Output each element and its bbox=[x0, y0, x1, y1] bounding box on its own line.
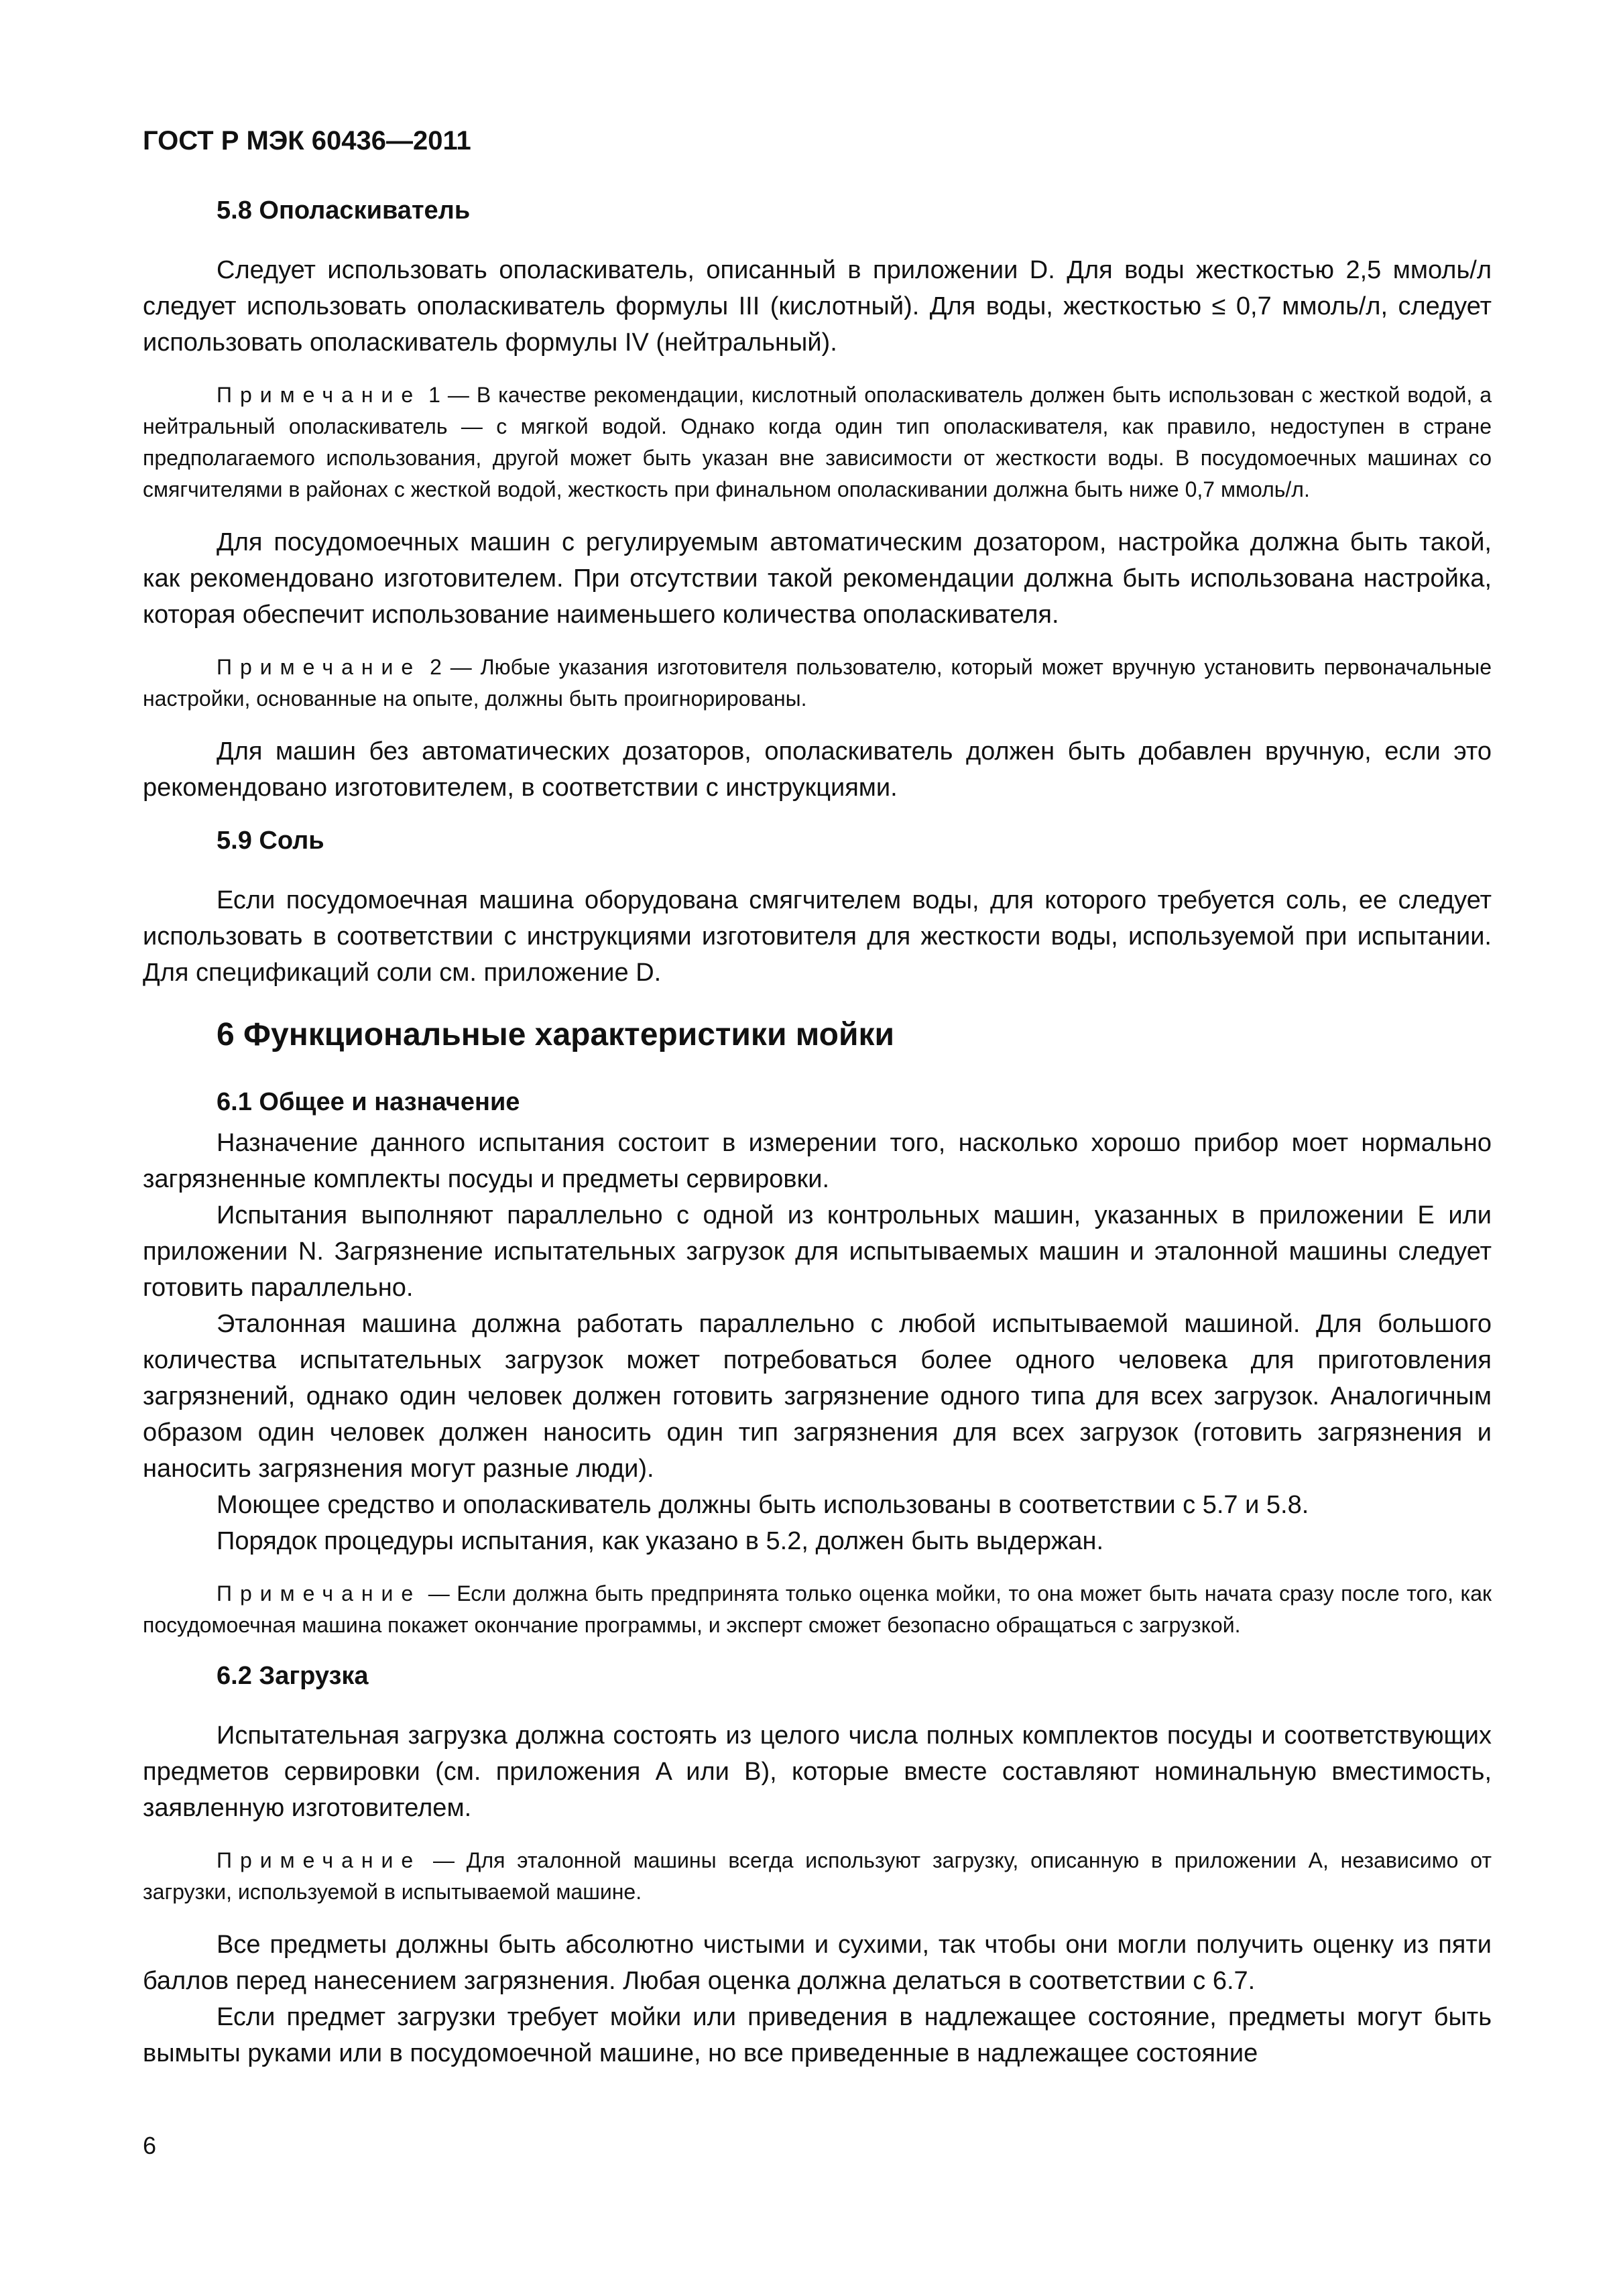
section-6-2-paragraph-3: Если предмет загрузки требует мойки или приведения в надлежащее состояние, предметы могут быть вымыты руками или в посудомоечной машине, но все приведенные в надлежащее состояние bbox=[143, 2003, 1492, 2067]
section-5-8-note-1 bbox=[143, 379, 1492, 505]
section-6-1-paragraph-4: Моющее средство и ополаскиватель должны быть использованы в соответствии с 5.7 и 5.8. bbox=[217, 1491, 1309, 1519]
note-text: 2 — Любые указания изготовителя пользователю, который может вручную установить первоначальные настройки, основанные на опыте, должны быть проигнорированы. bbox=[143, 655, 1492, 711]
section-5-9-heading: 5.9 Соль bbox=[217, 827, 324, 855]
section-6-1-paragraph-1: Назначение данного испытания состоит в измерении того, насколько хорошо прибор моет нормально загрязненные комплекты посуды и предметы сервировки. bbox=[143, 1129, 1492, 1193]
section-6-1-note bbox=[143, 1578, 1492, 1641]
note-label: Примечание bbox=[217, 655, 422, 679]
section-5-8-note-2 bbox=[143, 652, 1492, 715]
standard-code: ГОСТ Р МЭК 60436—2011 bbox=[143, 126, 471, 156]
note-label: Примечание bbox=[217, 1581, 422, 1606]
note-text: — Если должна быть предпринята только оценка мойки, то она может быть начата сразу после того, как посудомоечная машина покажет окончание программы, и эксперт сможет безопасно обращаться с загрузкой. bbox=[143, 1581, 1492, 1637]
note-label: Примечание bbox=[217, 383, 422, 407]
section-6-1-paragraph-2: Испытания выполняют параллельно с одной из контрольных машин, указанных в приложении E или приложении N. Загрязнение испытательных загрузок для испытываемых машин и эталонной машины следует готовить параллельно. bbox=[143, 1201, 1492, 1302]
page-content bbox=[143, 194, 1492, 2071]
section-6-2-paragraph-2: Все предметы должны быть абсолютно чистыми и сухими, так чтобы они могли получить оценку из пяти баллов перед нанесением загрязнения. Любая оценка должна делаться в соответствии с 6.7. bbox=[143, 1931, 1492, 1995]
section-5-8-paragraph-2: Для посудомоечных машин с регулируемым автоматическим дозатором, настройка должна быть такой, как рекомендовано изготовителем. При отсутствии такой рекомендации должна быть использована настройка, которая обеспечит использование наименьшего количества ополаскивателя. bbox=[143, 528, 1492, 629]
section-5-8-paragraph-1: Следует использовать ополаскиватель, описанный в приложении D. Для воды жесткостью 2,5 ммоль/л следует использовать ополаскиватель формулы III (кислотный). Для воды, жесткостью ≤ 0,7 ммоль/л, следует использовать ополаскиватель формулы IV (нейтральный). bbox=[143, 256, 1492, 357]
section-6-1-paragraph-5: Порядок процедуры испытания, как указано в 5.2, должен быть выдержан. bbox=[217, 1527, 1104, 1555]
section-5-9-paragraph-1: Если посудомоечная машина оборудована смягчителем воды, для которого требуется соль, ее следует использовать в соответствии с инструкциями изготовителя для жесткости воды, используемой при испытании. Для спецификаций соли см. приложение D. bbox=[143, 886, 1492, 987]
note-label: Примечание bbox=[217, 1848, 422, 1872]
note-text: — Для эталонной машины всегда используют загрузку, описанную в приложении А, независимо от загрузки, используемой в испытываемой машине. bbox=[143, 1848, 1492, 1904]
section-6-1-heading: 6.1 Общее и назначение bbox=[217, 1088, 520, 1116]
section-6-heading: 6 Функциональные характеристики мойки bbox=[217, 1017, 895, 1052]
section-5-8-paragraph-3: Для машин без автоматических дозаторов, ополаскиватель должен быть добавлен вручную, если это рекомендовано изготовителем, в соответствии с инструкциями. bbox=[143, 737, 1492, 802]
page-number: 6 bbox=[143, 2132, 157, 2159]
section-5-8-heading: 5.8 Ополаскиватель bbox=[217, 196, 471, 225]
section-6-2-paragraph-1: Испытательная загрузка должна состоять из целого числа полных комплектов посуды и соответствующих предметов сервировки (см. приложения A или B), которые вместе составляют номинальную вместимость, заявленную изготовителем. bbox=[143, 1721, 1492, 1822]
section-6-2-heading: 6.2 Загрузка bbox=[217, 1662, 369, 1690]
section-6-2-note bbox=[143, 1845, 1492, 1908]
section-6-1-paragraph-3: Эталонная машина должна работать параллельно с любой испытываемой машиной. Для большого количества испытательных загрузок может потребоваться более одного человека для приготовления загрязнений, однако один человек должен готовить загрязнение одного типа для всех загрузок. Аналогичным образом один человек должен наносить один тип загрязнения для всех загрузок (готовить загрязнения и наносить загрязнения могут разные люди). bbox=[143, 1310, 1492, 1483]
note-text: 1 — В качестве рекомендации, кислотный ополаскиватель должен быть использован с жесткой водой, а нейтральный ополаскиватель — с мягкой водой. Однако когда один тип ополаскивателя, как правило, недоступен в стране предполагаемого использования, другой может быть указан вне зависимости от жесткости воды. В посудомоечных машинах со смягчителями в районах с жесткой водой, жесткость при финальном ополаскивании должна быть ниже 0,7 ммоль/л. bbox=[143, 383, 1492, 501]
